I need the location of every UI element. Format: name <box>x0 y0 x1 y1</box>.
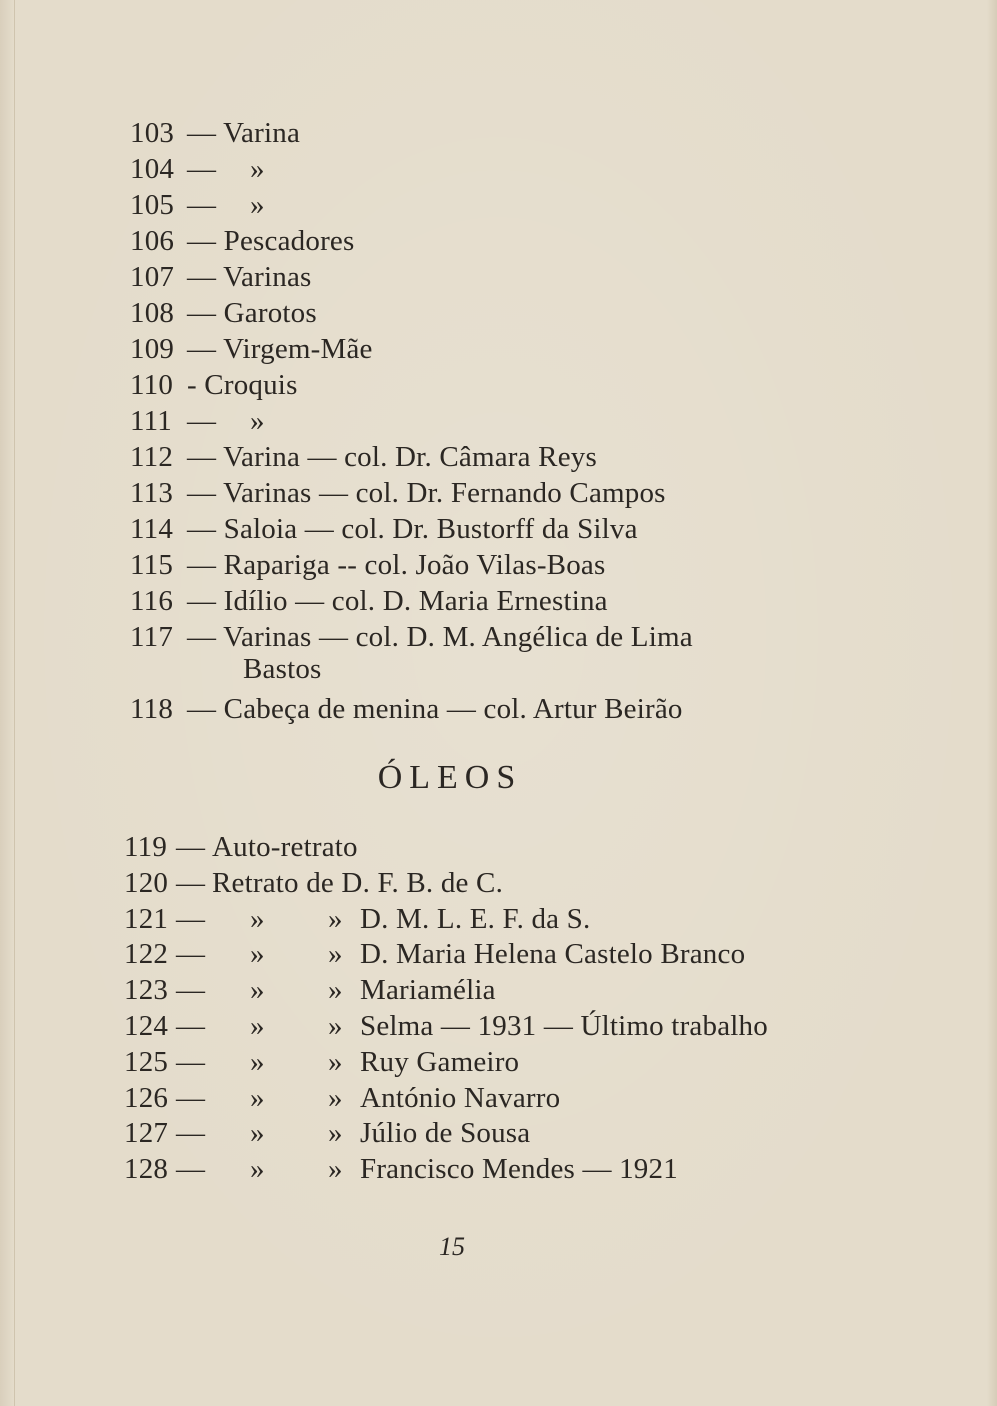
ditto-mark: » <box>250 974 265 1006</box>
section-heading: ÓLEOS <box>377 759 523 796</box>
entry-number: 113 <box>130 477 174 509</box>
entry-number: 122 <box>124 938 169 970</box>
entry-number: 128 <box>124 1153 169 1185</box>
entry-number: 112 <box>130 441 174 473</box>
entry-title: Mariamélia <box>360 974 496 1006</box>
entry-title: Ruy Gameiro <box>360 1046 520 1078</box>
entry-dash: — <box>176 1117 206 1149</box>
ditto-mark: » <box>250 1117 265 1149</box>
entry-dash: — <box>176 903 206 935</box>
ditto-mark: » <box>328 1117 343 1149</box>
entry-title: - Croquis <box>187 369 298 401</box>
entry-title: Auto-retrato <box>212 831 358 863</box>
entry-title: — Cabeça de menina — col. Artur Beirão <box>187 693 683 725</box>
entry-title: — Pescadores <box>187 225 355 257</box>
ditto-mark: » <box>250 153 265 185</box>
entry-number: 120 <box>124 867 169 899</box>
ditto-mark: » <box>328 1046 343 1078</box>
ditto-mark: » <box>250 1153 265 1185</box>
entry-title: D. Maria Helena Castelo Branco <box>360 938 746 970</box>
entry-number: 108 <box>130 297 175 329</box>
entry-dash: — <box>176 867 206 899</box>
entry-number: 125 <box>124 1046 169 1078</box>
entry-number: 103 <box>130 117 175 149</box>
entry-title: — Varina — col. Dr. Câmara Reys <box>187 441 597 473</box>
entry-number: 119 <box>124 831 168 863</box>
entry-number: 115 <box>130 549 174 581</box>
ditto-mark: » <box>328 938 343 970</box>
entry-title: Francisco Mendes — 1921 <box>360 1153 678 1185</box>
entry-number: 126 <box>124 1082 169 1114</box>
entry-title: D. M. L. E. F. da S. <box>360 903 591 935</box>
entry-title: — <box>187 153 217 185</box>
entry-title: — Idílio — col. D. Maria Ernestina <box>187 585 608 617</box>
entry-number: 116 <box>130 585 174 617</box>
entry-title: António Navarro <box>360 1082 561 1114</box>
ditto-mark: » <box>250 1046 265 1078</box>
entry-number: 114 <box>130 513 174 545</box>
entry-title: Júlio de Sousa <box>360 1117 531 1149</box>
entry-number: 111 <box>130 405 172 437</box>
entry-number: 110 <box>130 369 174 401</box>
entry-title: — Saloia — col. Dr. Bustorff da Silva <box>187 513 638 545</box>
entry-title: — <box>187 189 217 221</box>
entry-number: 109 <box>130 333 175 365</box>
entry-number: 106 <box>130 225 175 257</box>
ditto-mark: » <box>250 1010 265 1042</box>
page-right-edge <box>987 0 997 1406</box>
entry-dash: — <box>176 938 206 970</box>
ditto-mark: » <box>250 189 265 221</box>
entry-number: 124 <box>124 1010 169 1042</box>
ditto-mark: » <box>250 903 265 935</box>
entry-title: Selma — 1931 — Último trabalho <box>360 1010 768 1042</box>
entry-dash: — <box>176 831 206 863</box>
entry-title: Retrato de D. F. B. de C. <box>212 867 504 899</box>
entry-title: — Virgem-Mãe <box>187 333 373 365</box>
entry-number: 123 <box>124 974 169 1006</box>
page-number: 15 <box>439 1232 465 1261</box>
entry-title: — Varinas — col. Dr. Fernando Campos <box>187 477 666 509</box>
ditto-mark: » <box>328 1082 343 1114</box>
entry-dash: — <box>176 1046 206 1078</box>
entry-title: — <box>187 405 217 437</box>
ditto-mark: » <box>328 1010 343 1042</box>
page-left-edge <box>0 0 15 1406</box>
ditto-mark: » <box>250 938 265 970</box>
ditto-mark: » <box>250 1082 265 1114</box>
entry-number: 118 <box>130 693 174 725</box>
ditto-mark: » <box>250 405 265 437</box>
entry-number: 127 <box>124 1117 169 1149</box>
entry-title: — Rapariga -- col. João Vilas-Boas <box>187 549 606 581</box>
ditto-mark: » <box>328 1153 343 1185</box>
entry-number: 117 <box>130 621 174 653</box>
ditto-mark: » <box>328 903 343 935</box>
entry-number: 105 <box>130 189 175 221</box>
entry-title: — Varina <box>187 117 301 149</box>
entry-title: — Varinas — col. D. M. Angélica de Lima <box>187 621 693 653</box>
entry-dash: — <box>176 974 206 1006</box>
entry-continuation: Bastos <box>243 653 322 685</box>
entry-title: — Garotos <box>187 297 317 329</box>
entry-title: — Varinas <box>187 261 312 293</box>
entry-dash: — <box>176 1010 206 1042</box>
entry-number: 121 <box>124 903 169 935</box>
entry-dash: — <box>176 1153 206 1185</box>
entry-number: 104 <box>130 153 175 185</box>
entry-dash: — <box>176 1082 206 1114</box>
ditto-mark: » <box>328 974 343 1006</box>
entry-number: 107 <box>130 261 175 293</box>
